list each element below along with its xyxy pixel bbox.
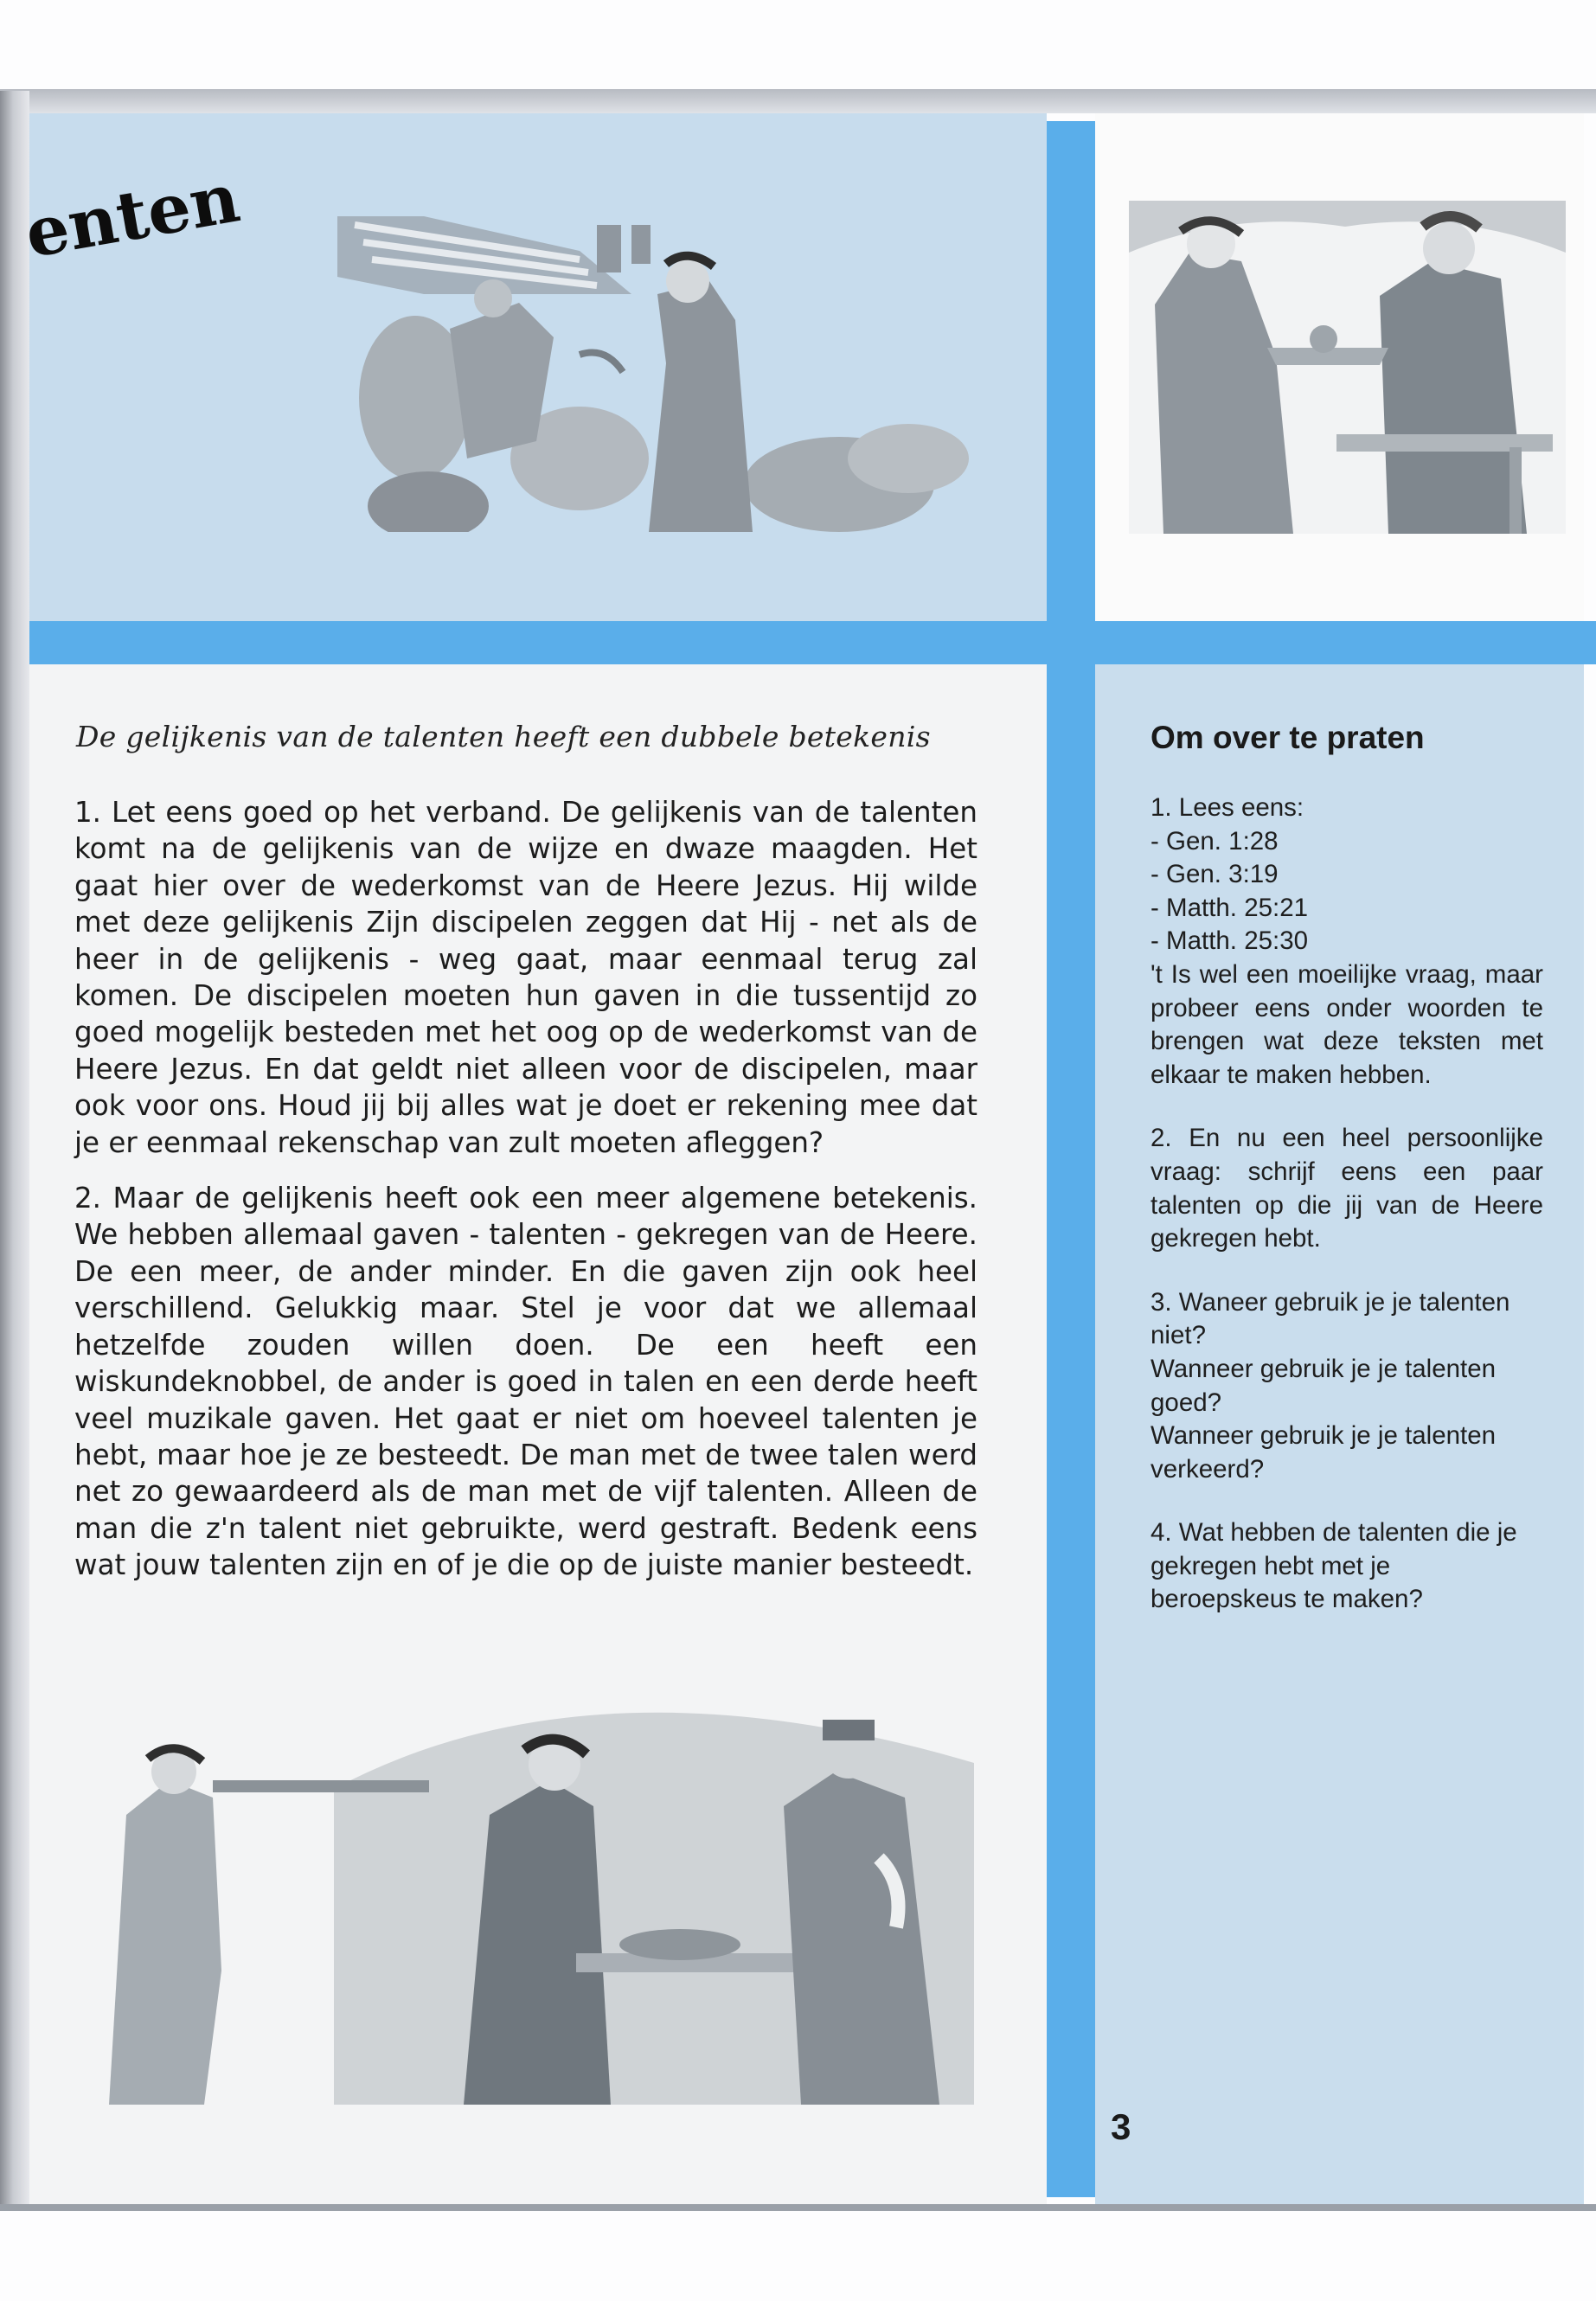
page-number: 3 <box>1111 2106 1131 2147</box>
article-body <box>74 794 977 1603</box>
question-2 <box>1151 1122 1543 1255</box>
question-3 <box>1151 1286 1543 1487</box>
horizontal-divider-bar <box>0 621 1596 664</box>
article-paragraph-2: 2. Maar de gelijkenis heeft ook een meer algemene betekenis. We hebben allemaal gaven - talenten - gekregen van de Heere. De een meer, de ander minder. En die gaven zijn ook heel verschillend. Gelukkig maar. Stel je voor dat we allemaal hetzelfde zouden willen doen. De een heeft een wiskundeknobbel, de ander is goed in talen en een derde heeft veel muzikale gaven. Het gaat er niet om hoeveel talenten je hebt, maar hoe je ze besteedt. De man met de twee talen werd net zo gewaardeerd als de man met de vijf talenten. Alleen de man die z'n talent niet gebruikte, werd gestraft. Bedenk eens wat jouw talenten zijn en of je die op de juiste manier besteedt. <box>74 1182 977 1582</box>
article-paragraph-1: 1. Let eens goed op het verband. De gelijkenis van de talenten komt na de gelijkenis van de wijze en dwaze maagden. Het gaat hier over de wederkomst van de Heere Jezus. Hij wilde met deze gelijkenis Zijn discipelen zeggen dat Hij - net als de heer in de gelijkenis - weg gaat, maar eenmaal terug zal komen. De discipelen moeten hun gaven in die tussentijd zo goed mogelijk besteden met het oog op de wederkomst van de Heere Jezus. En dat geldt niet alleen voor de discipelen, maar ook voor ons. Houd jij bij alles wat je doet er rekening mee dat je er eenmaal rekenschap van zult moeten afleggen? <box>74 796 977 1159</box>
vertical-divider-bar <box>1047 121 1095 2197</box>
sidebar-questions <box>1151 792 1543 1647</box>
question-3-line: Wanneer gebruik je je talenten goed? <box>1151 1354 1497 1417</box>
illustration-market-scene <box>320 199 995 532</box>
bible-reference: - Gen. 1:28 <box>1151 826 1279 856</box>
bible-reference: - Matth. 25:21 <box>1151 893 1309 922</box>
question-3-line: Wanneer gebruik je je talenten verkeerd? <box>1151 1421 1497 1484</box>
question-4-text: 4. Wat hebben de talenten die je gekregen hebt met je beroepskeus te maken? <box>1151 1518 1517 1614</box>
illustration-handing-talent <box>1129 201 1566 534</box>
question-3-line: 3. Waneer gebruik je je talenten niet? <box>1151 1287 1510 1350</box>
bible-reference: - Gen. 3:19 <box>1151 860 1279 889</box>
question-2-text: 2. En nu een heel persoonlijke vraag: schrijf eens een paar talenten op die jij van de Heere gekregen hebt. <box>1151 1124 1543 1253</box>
illustration-master-and-servants <box>74 1685 974 2105</box>
bible-reference: - Matth. 25:30 <box>1151 926 1309 956</box>
article-intro: De gelijkenis van de talenten heeft een dubbele betekenis <box>76 720 931 753</box>
bible-references <box>1151 825 1543 958</box>
question-1 <box>1151 792 1543 1092</box>
page-bottom-edge <box>0 2204 1596 2211</box>
binding-shadow <box>0 91 29 2210</box>
question-1-intro: 1. Lees eens: <box>1151 793 1304 822</box>
question-1-text: 't Is wel een moeilijke vraag, maar probeer eens onder woorden te brengen wat deze teksten met elkaar te maken hebben. <box>1151 959 1543 1089</box>
title-fragment: enten <box>19 158 246 274</box>
question-4 <box>1151 1516 1543 1617</box>
page-top-edge <box>0 89 1596 113</box>
sidebar-heading: Om over te praten <box>1151 720 1425 755</box>
